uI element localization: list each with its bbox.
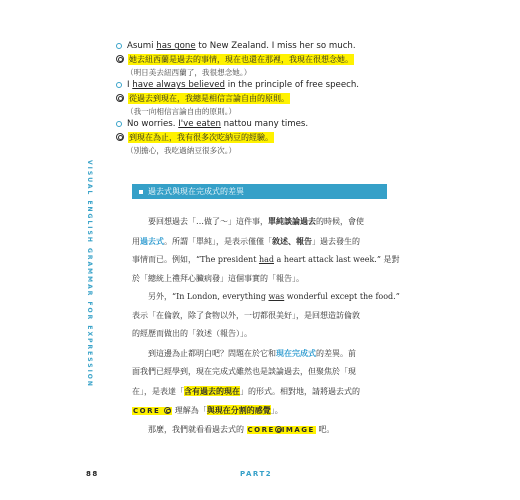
example-sentences [116, 40, 416, 157]
section-title: 過去式與現在完成式的差異 [148, 187, 244, 196]
example-english [116, 118, 416, 131]
example-text: in the principle of free speech. [224, 80, 360, 91]
core-double-circle-icon [116, 94, 124, 102]
highlighted-phrase: 與現在分割的感覺 [206, 405, 271, 415]
underlined-verb: have always believed [132, 80, 225, 91]
paragraph-line: 到這邊為止都明白吧？問題在於它和現在完成式的差異。前 [148, 347, 356, 358]
core-double-circle-icon [275, 426, 282, 433]
example-text: I [127, 80, 133, 91]
underlined-verb: I've eaten [178, 119, 221, 130]
core-double-circle-icon [164, 407, 171, 414]
paragraph-line: 要回想過去「…做了～」這件事，單純談論過去的時候，會使 [148, 216, 364, 226]
bold-phrase: 單純談論過去 [268, 216, 316, 226]
side-title: VISUAL ENGLISH GRAMMAR FOR EXPRESSION [86, 160, 93, 388]
core-double-circle-icon [116, 55, 124, 63]
highlighted-phrase: 含有過去的現在 [184, 385, 240, 396]
translation-text: （別擔心，我吃過納豆很多次。） [126, 145, 237, 155]
underlined-verb: had [258, 255, 275, 264]
translation-text: （明日美去紐西蘭了，我很想念她。） [126, 67, 252, 77]
page-footer [0, 470, 520, 482]
paragraph-line: 面我們已經學到，現在完成式雖然也是談論過去，但聚焦於「現 [132, 367, 356, 376]
core-double-circle-icon [116, 133, 124, 141]
highlighted-meaning: 從過去到現在，我總是相信言論自由的原則。 [129, 93, 289, 103]
example-text: nattou many times. [220, 119, 309, 130]
example-text: Asumi [127, 41, 157, 52]
bold-phrase: 敘述、報告 [272, 235, 312, 246]
paragraph-line: 用過去式。所謂「單純」，是表示僅僅「敘述、報告」過去發生的 [132, 235, 360, 246]
example-translation [116, 105, 416, 118]
paragraph-line: 的經歷而做出的「敘述（報告）」。 [132, 329, 252, 338]
circle-bullet-icon [116, 121, 122, 127]
part-label: PART2 [240, 470, 273, 478]
example-translation [116, 144, 416, 157]
paragraph-line: 在」，是表達「含有過去的現在」的形式。相對地，請將過去式的 [132, 385, 360, 396]
underlined-verb: was [268, 292, 285, 301]
underlined-verb: has gone [156, 41, 196, 52]
highlighted-meaning: 她去紐西蘭是過去的事情，現在也還在那裡，我現在很想念她。 [129, 54, 353, 64]
example-text: No worries. [127, 119, 179, 130]
paragraph-line: 事情而已。例如，“The president had a heart attack last week.” 是對 [132, 255, 400, 264]
example-english [116, 40, 416, 53]
paragraph-line: 於「總統上禮拜心臟病發」這個事實的「報告」。 [132, 273, 304, 283]
circle-bullet-icon [116, 82, 122, 88]
translation-text: （我一向相信言論自由的原則。） [126, 106, 237, 116]
circle-bullet-icon [116, 43, 122, 49]
paragraph-line: 表示「在倫敦，除了食物以外，一切都很美好」，是回想造訪倫敦 [132, 310, 360, 320]
example-text: to New Zealand. I miss her so much. [195, 41, 356, 52]
example-english [116, 79, 416, 92]
paragraph-line: 另外，“In London, everything was wonderful except the food.” [148, 292, 400, 301]
core-image-label: CORE IMAGE [247, 425, 315, 434]
page-number: 88 [86, 470, 99, 478]
example-translation [116, 66, 416, 79]
body-text [132, 212, 400, 439]
example-core-meaning [116, 131, 416, 144]
highlighted-meaning: 到現在為止，我有很多次吃納豆的經驗。 [129, 132, 273, 142]
blue-term: 過去式 [140, 235, 164, 246]
paragraph-line: 那麼，我們就看看過去式的 CORE IMAGE 吧。 [148, 424, 335, 434]
example-core-meaning [116, 53, 416, 66]
blue-term: 現在完成式 [276, 347, 316, 358]
example-core-meaning [116, 92, 416, 105]
square-bullet-icon [139, 190, 143, 194]
section-heading [132, 184, 387, 199]
core-label: CORE [132, 407, 172, 415]
paragraph-line: CORE 理解為「與現在分割的感覺」。 [133, 405, 283, 415]
